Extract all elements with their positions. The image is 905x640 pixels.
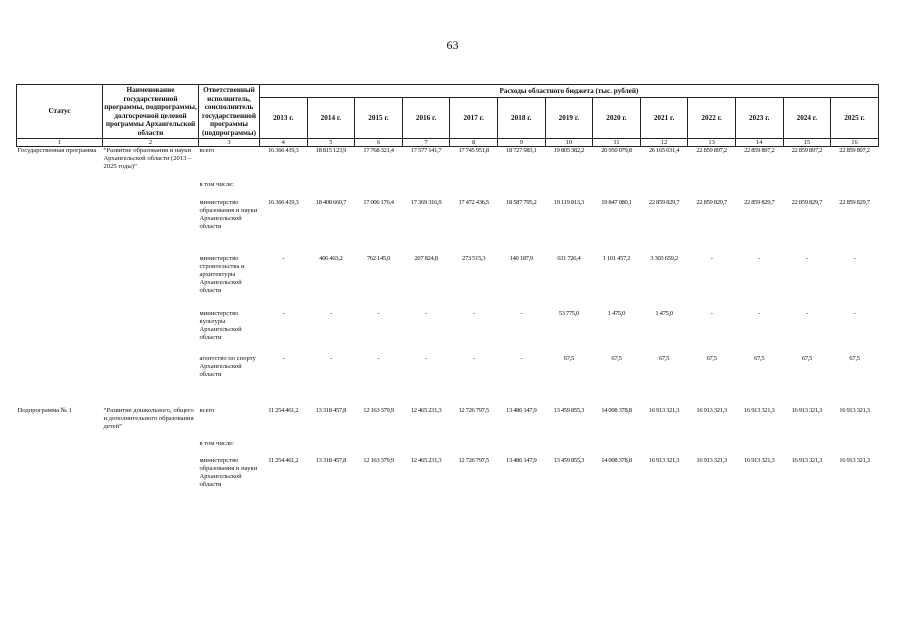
value-cell: 17 006 176,4 (363, 198, 394, 206)
value-cell: - (853, 254, 856, 262)
value-cell: 19 805 382,2 (553, 147, 585, 154)
table-body (17, 147, 879, 507)
value-cell: 207 824,8 (414, 254, 438, 262)
value-cell: 13 459 855,3 (553, 406, 585, 414)
value-cell: 16 913 321,3 (791, 406, 823, 414)
value-cell (783, 173, 831, 199)
value-cell (735, 173, 783, 199)
value-cell: 12 465 231,3 (410, 406, 442, 414)
table-row (17, 407, 879, 433)
value-cell: 16 913 321,3 (791, 456, 823, 464)
year-header: 2017 г. (450, 98, 498, 139)
value-cell: 16 913 321,3 (839, 406, 870, 414)
row-label: в том числе: (199, 440, 234, 448)
value-cell (593, 173, 641, 199)
value-cell (545, 173, 593, 199)
value-cell: 22 859 829,7 (696, 198, 727, 206)
value-cell: 1 475,0 (607, 309, 626, 317)
year-header: 2022 г. (688, 98, 736, 139)
value-cell: 16 366 419,3 (268, 198, 299, 206)
value-cell: 13 486 147,9 (506, 406, 537, 414)
value-cell: 14 008 378,8 (601, 406, 632, 414)
value-cell (260, 173, 308, 199)
value-cell: 13 459 855,3 (553, 456, 585, 464)
row-label: всего (199, 406, 215, 414)
value-cell: 17 472 436,5 (458, 198, 489, 206)
value-cell (355, 433, 403, 457)
column-number: 8 (450, 139, 498, 147)
value-cell: - (282, 254, 285, 262)
value-cell (688, 433, 736, 457)
column-number: 15 (783, 139, 831, 147)
value-cell: 12 163 379,9 (363, 456, 394, 464)
value-cell (545, 433, 593, 457)
value-cell: 11 254 461,2 (268, 456, 299, 464)
column-number-row (17, 139, 879, 147)
table-row (17, 147, 879, 173)
value-cell: 14 008 378,8 (601, 456, 632, 464)
column-number: 10 (545, 139, 593, 147)
year-header: 2013 г. (260, 98, 308, 139)
value-cell: 18 587 795,2 (506, 198, 537, 206)
value-cell (497, 433, 545, 457)
value-cell (735, 433, 783, 457)
value-cell: 67,5 (611, 354, 622, 362)
value-cell: 67,5 (849, 354, 860, 362)
header-budget: Расходы областного бюджета (тыс. рублей) (260, 85, 879, 98)
row-label: министерство культуры Архангельской области (199, 309, 242, 342)
value-cell: 13 318 457,8 (315, 406, 347, 414)
column-number: 16 (831, 139, 879, 147)
budget-table (16, 84, 879, 507)
section-name: “Развитие образования и науки Архангельской области (2013 – 2025 годы)” (103, 147, 192, 171)
value-cell: 18 408 660,7 (315, 198, 347, 206)
value-cell: - (425, 309, 427, 317)
column-number: 12 (640, 139, 688, 147)
value-cell: 16 913 321,3 (744, 406, 775, 414)
row-label: всего (199, 147, 215, 154)
value-cell: 16 913 321,3 (839, 456, 870, 464)
value-cell (593, 433, 641, 457)
value-cell: - (758, 309, 761, 317)
value-cell: 273 515,3 (462, 254, 486, 262)
value-cell: 22 859 897,2 (696, 147, 727, 154)
value-cell: - (282, 354, 285, 362)
value-cell: 19 119 813,3 (553, 198, 584, 206)
value-cell: - (805, 254, 808, 262)
column-number: 7 (402, 139, 450, 147)
value-cell: 53 775,0 (558, 309, 579, 317)
column-number: 3 (199, 139, 260, 147)
value-cell: 12 465 231,3 (410, 456, 442, 464)
value-cell (831, 433, 879, 457)
value-cell: 140 187,9 (509, 254, 533, 262)
row-label: агентство по спорту Архангельской области (199, 354, 256, 378)
header-responsible: Ответственный исполнитель, соисполнитель государственной программы (подпрограммы) (199, 85, 260, 139)
column-number: 5 (307, 139, 355, 147)
value-cell: 16 913 321,3 (648, 406, 680, 414)
value-cell (450, 173, 498, 199)
column-number: 6 (355, 139, 403, 147)
value-cell: 22 859 829,7 (744, 198, 775, 206)
value-cell (783, 433, 831, 457)
value-cell: - (710, 309, 713, 317)
value-cell: 17 577 141,7 (410, 147, 442, 154)
value-cell: 17 369 316,9 (410, 198, 442, 206)
value-cell: 67,5 (754, 354, 765, 362)
value-cell (688, 173, 736, 199)
value-cell: 20 950 079,8 (601, 147, 632, 154)
row-label: министерство образования и науки Архангельской области (199, 456, 258, 489)
value-cell: 17 768 321,4 (363, 147, 394, 154)
section-name: “Развитие дошкольного, общего и дополнительного образования детей” (103, 406, 194, 430)
value-cell (307, 433, 355, 457)
value-cell (307, 173, 355, 199)
column-number: 14 (735, 139, 783, 147)
value-cell: 22 859 897,2 (839, 147, 870, 154)
value-cell: 631 726,4 (557, 254, 581, 262)
year-header: 2023 г. (735, 98, 783, 139)
value-cell (260, 433, 308, 457)
value-cell: - (425, 354, 427, 362)
column-number: 11 (593, 139, 641, 147)
value-cell: 67,5 (658, 354, 670, 362)
value-cell: 18 815 123,9 (315, 147, 347, 154)
year-header: 2025 г. (831, 98, 879, 139)
value-cell: 67,5 (563, 354, 574, 362)
value-cell: 17 745 951,8 (458, 147, 489, 154)
value-cell: 16 913 321,3 (744, 456, 775, 464)
column-number: 2 (103, 139, 199, 147)
value-cell: 16 913 321,3 (696, 406, 727, 414)
value-cell: - (472, 309, 475, 317)
value-cell: 1 101 457,2 (602, 254, 631, 262)
header-status: Статус (17, 85, 103, 139)
year-header: 2020 г. (593, 98, 641, 139)
value-cell: 12 726 797,5 (458, 456, 489, 464)
year-header: 2024 г. (783, 98, 831, 139)
value-cell: 22 859 897,2 (744, 147, 775, 154)
value-cell: - (758, 254, 761, 262)
value-cell: 22 859 829,7 (791, 198, 823, 206)
value-cell: 3 303 659,2 (650, 254, 678, 262)
year-header: 2015 г. (355, 98, 403, 139)
value-cell: 16 913 321,3 (696, 456, 727, 464)
value-cell: 22 859 897,2 (791, 147, 823, 154)
column-number: 13 (688, 139, 736, 147)
year-header: 2021 г. (640, 98, 688, 139)
value-cell: - (520, 354, 523, 362)
year-header: 2018 г. (497, 98, 545, 139)
value-cell (402, 433, 450, 457)
value-cell (640, 173, 688, 199)
value-cell: - (472, 354, 475, 362)
value-cell: - (282, 309, 285, 317)
value-cell: 26 165 031,4 (648, 147, 680, 154)
value-cell: 22 859 829,7 (648, 198, 680, 206)
year-header: 2014 г. (307, 98, 355, 139)
page-number: 63 (446, 38, 459, 52)
row-label: министерство образования и науки Архангельской области (199, 198, 258, 231)
row-label: в том числе: (199, 181, 234, 189)
value-cell: 762 145,0 (366, 254, 391, 262)
value-cell: 19 847 080,1 (601, 198, 632, 206)
value-cell (831, 173, 879, 199)
value-cell: - (710, 254, 713, 262)
value-cell (450, 433, 498, 457)
value-cell: - (805, 309, 808, 317)
row-label: министерство строительства и архитектуры Архангельской области (199, 254, 245, 295)
value-cell (640, 433, 688, 457)
year-header: 2016 г. (402, 98, 450, 139)
value-cell: 18 727 983,1 (506, 147, 537, 154)
year-header: 2019 г. (545, 98, 593, 139)
value-cell (497, 173, 545, 199)
value-cell: 16 913 321,3 (648, 456, 680, 464)
value-cell: 67,5 (706, 354, 717, 362)
value-cell: - (329, 309, 332, 317)
column-number: 9 (497, 139, 545, 147)
value-cell: 13 486 147,9 (506, 456, 537, 464)
value-cell: 1 475,0 (655, 309, 673, 317)
column-number: 4 (260, 139, 308, 147)
column-number: 1 (17, 139, 103, 147)
value-cell: 12 726 797,5 (458, 406, 489, 414)
value-cell: 11 254 461,2 (268, 406, 299, 414)
value-cell: - (853, 309, 856, 317)
value-cell: - (520, 309, 523, 317)
value-cell: 22 859 829,7 (839, 198, 870, 206)
value-cell: - (329, 354, 332, 362)
value-cell: 13 318 457,8 (315, 456, 347, 464)
value-cell: 67,5 (801, 354, 812, 362)
header-name: Наименование государственной программы, подпрограммы, долгосрочной целевой программы Архангельской области (104, 86, 197, 137)
value-cell: - (377, 354, 380, 362)
value-cell (355, 173, 403, 199)
section-status: Государственная программа (17, 147, 97, 154)
value-cell (402, 173, 450, 199)
section-status: Подпрограмма № 1 (17, 406, 72, 414)
value-cell: 16 366 419,3 (268, 147, 299, 154)
value-cell: 406 463,2 (319, 254, 343, 262)
value-cell: - (377, 309, 380, 317)
value-cell: 12 163 379,9 (363, 406, 394, 414)
